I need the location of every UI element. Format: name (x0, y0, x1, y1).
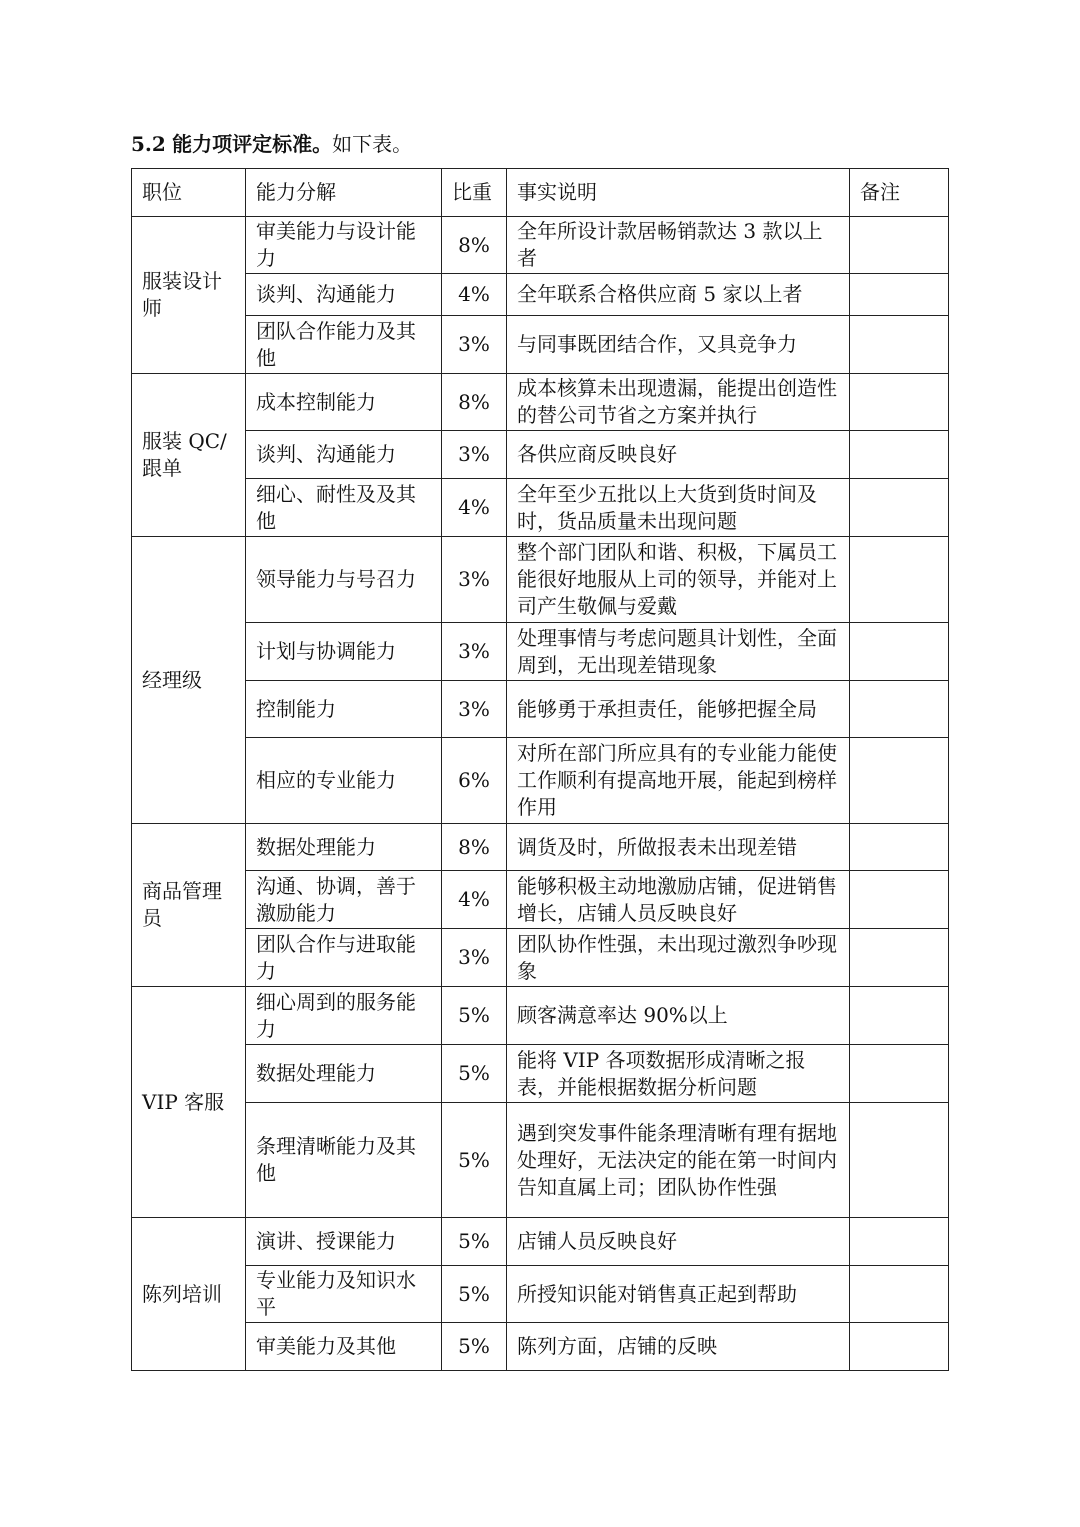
header-weight: 比重 (442, 169, 507, 217)
table-row (132, 217, 949, 274)
fact-cell: 遇到突发事件能条理清晰有理有据地处理好，无法决定的能在第一时间内告知直属上司；团队协作性强 (507, 1103, 850, 1218)
note-cell (850, 479, 949, 537)
position-cell: VIP 客服 (132, 987, 246, 1218)
ability-cell: 谈判、沟通能力 (246, 431, 442, 479)
section-number: 5.2 (131, 132, 166, 156)
weight-cell: 3% (442, 316, 507, 374)
weight-cell: 8% (442, 217, 507, 274)
note-cell (850, 274, 949, 316)
ability-cell: 演讲、授课能力 (246, 1218, 442, 1266)
fact-cell: 能够勇于承担责任，能够把握全局 (507, 681, 850, 738)
note-cell (850, 681, 949, 738)
weight-cell: 4% (442, 274, 507, 316)
weight-cell: 8% (442, 374, 507, 431)
note-cell (850, 738, 949, 824)
ability-cell: 控制能力 (246, 681, 442, 738)
table-row (132, 479, 949, 537)
table-row (132, 1323, 949, 1371)
table-row (132, 431, 949, 479)
position-cell: 陈列培训 (132, 1218, 246, 1371)
ability-cell: 条理清晰能力及其他 (246, 1103, 442, 1218)
table-row (132, 537, 949, 623)
fact-cell: 处理事情与考虑问题具计划性，全面周到，无出现差错现象 (507, 623, 850, 681)
note-cell (850, 1266, 949, 1323)
ability-cell: 成本控制能力 (246, 374, 442, 431)
ability-cell: 计划与协调能力 (246, 623, 442, 681)
note-cell (850, 537, 949, 623)
section-title: 能力项评定标准。 (172, 132, 333, 156)
weight-cell: 3% (442, 623, 507, 681)
ability-cell: 领导能力与号召力 (246, 537, 442, 623)
ability-cell: 数据处理能力 (246, 1045, 442, 1103)
weight-cell: 3% (442, 431, 507, 479)
ability-cell: 审美能力及其他 (246, 1323, 442, 1371)
weight-cell: 5% (442, 1045, 507, 1103)
fact-cell: 团队协作性强，未出现过激烈争吵现象 (507, 929, 850, 987)
weight-cell: 3% (442, 929, 507, 987)
fact-cell: 全年联系合格供应商 5 家以上者 (507, 274, 850, 316)
ability-standards-table (131, 168, 949, 1371)
section-title-rest: 如下表。 (332, 132, 413, 156)
table-row (132, 374, 949, 431)
note-cell (850, 871, 949, 929)
table-row (132, 929, 949, 987)
weight-cell: 4% (442, 871, 507, 929)
ability-cell: 团队合作能力及其他 (246, 316, 442, 374)
ability-cell: 专业能力及知识水平 (246, 1266, 442, 1323)
weight-cell: 4% (442, 479, 507, 537)
fact-cell: 对所在部门所应具有的专业能力能使工作顺利有提高地开展，能起到榜样作用 (507, 738, 850, 824)
table-row (132, 316, 949, 374)
note-cell (850, 1218, 949, 1266)
position-cell: 服装 QC/跟单 (132, 374, 246, 537)
weight-cell: 5% (442, 987, 507, 1045)
table-row (132, 1045, 949, 1103)
note-cell (850, 374, 949, 431)
weight-cell: 3% (442, 681, 507, 738)
weight-cell: 3% (442, 537, 507, 623)
note-cell (850, 987, 949, 1045)
table-row (132, 274, 949, 316)
note-cell (850, 1045, 949, 1103)
note-cell (850, 431, 949, 479)
ability-cell: 沟通、协调，善于激励能力 (246, 871, 442, 929)
weight-cell: 5% (442, 1103, 507, 1218)
note-cell (850, 1103, 949, 1218)
table-row (132, 738, 949, 824)
section-heading (131, 128, 412, 160)
table-row (132, 1103, 949, 1218)
table-row (132, 824, 949, 871)
ability-cell: 数据处理能力 (246, 824, 442, 871)
table-row (132, 1266, 949, 1323)
weight-cell: 5% (442, 1266, 507, 1323)
table-row (132, 1218, 949, 1266)
header-position: 职位 (132, 169, 246, 217)
weight-cell: 5% (442, 1218, 507, 1266)
note-cell (850, 623, 949, 681)
fact-cell: 能够积极主动地激励店铺，促进销售增长，店铺人员反映良好 (507, 871, 850, 929)
fact-cell: 顾客满意率达 90%以上 (507, 987, 850, 1045)
header-fact: 事实说明 (507, 169, 850, 217)
fact-cell: 调货及时，所做报表未出现差错 (507, 824, 850, 871)
ability-cell: 相应的专业能力 (246, 738, 442, 824)
note-cell (850, 217, 949, 274)
fact-cell: 能将 VIP 各项数据形成清晰之报表，并能根据数据分析问题 (507, 1045, 850, 1103)
note-cell (850, 1323, 949, 1371)
fact-cell: 全年所设计款居畅销款达 3 款以上者 (507, 217, 850, 274)
weight-cell: 6% (442, 738, 507, 824)
position-cell: 商品管理员 (132, 824, 246, 987)
fact-cell: 与同事既团结合作，又具竞争力 (507, 316, 850, 374)
table-header-row (132, 169, 949, 217)
table-row (132, 623, 949, 681)
fact-cell: 全年至少五批以上大货到货时间及时，货品质量未出现问题 (507, 479, 850, 537)
note-cell (850, 316, 949, 374)
header-note: 备注 (850, 169, 949, 217)
weight-cell: 8% (442, 824, 507, 871)
ability-cell: 细心周到的服务能力 (246, 987, 442, 1045)
ability-cell: 团队合作与进取能力 (246, 929, 442, 987)
fact-cell: 成本核算未出现遗漏，能提出创造性的替公司节省之方案并执行 (507, 374, 850, 431)
fact-cell: 整个部门团队和谐、积极，下属员工能很好地服从上司的领导，并能对上司产生敬佩与爱戴 (507, 537, 850, 623)
fact-cell: 陈列方面，店铺的反映 (507, 1323, 850, 1371)
table-row (132, 681, 949, 738)
note-cell (850, 929, 949, 987)
weight-cell: 5% (442, 1323, 507, 1371)
fact-cell: 各供应商反映良好 (507, 431, 850, 479)
position-cell: 经理级 (132, 537, 246, 824)
table-row (132, 987, 949, 1045)
table-row (132, 871, 949, 929)
fact-cell: 所授知识能对销售真正起到帮助 (507, 1266, 850, 1323)
ability-cell: 谈判、沟通能力 (246, 274, 442, 316)
fact-cell: 店铺人员反映良好 (507, 1218, 850, 1266)
ability-cell: 细心、耐性及及其他 (246, 479, 442, 537)
header-ability: 能力分解 (246, 169, 442, 217)
note-cell (850, 824, 949, 871)
position-cell: 服装设计师 (132, 217, 246, 374)
ability-cell: 审美能力与设计能力 (246, 217, 442, 274)
